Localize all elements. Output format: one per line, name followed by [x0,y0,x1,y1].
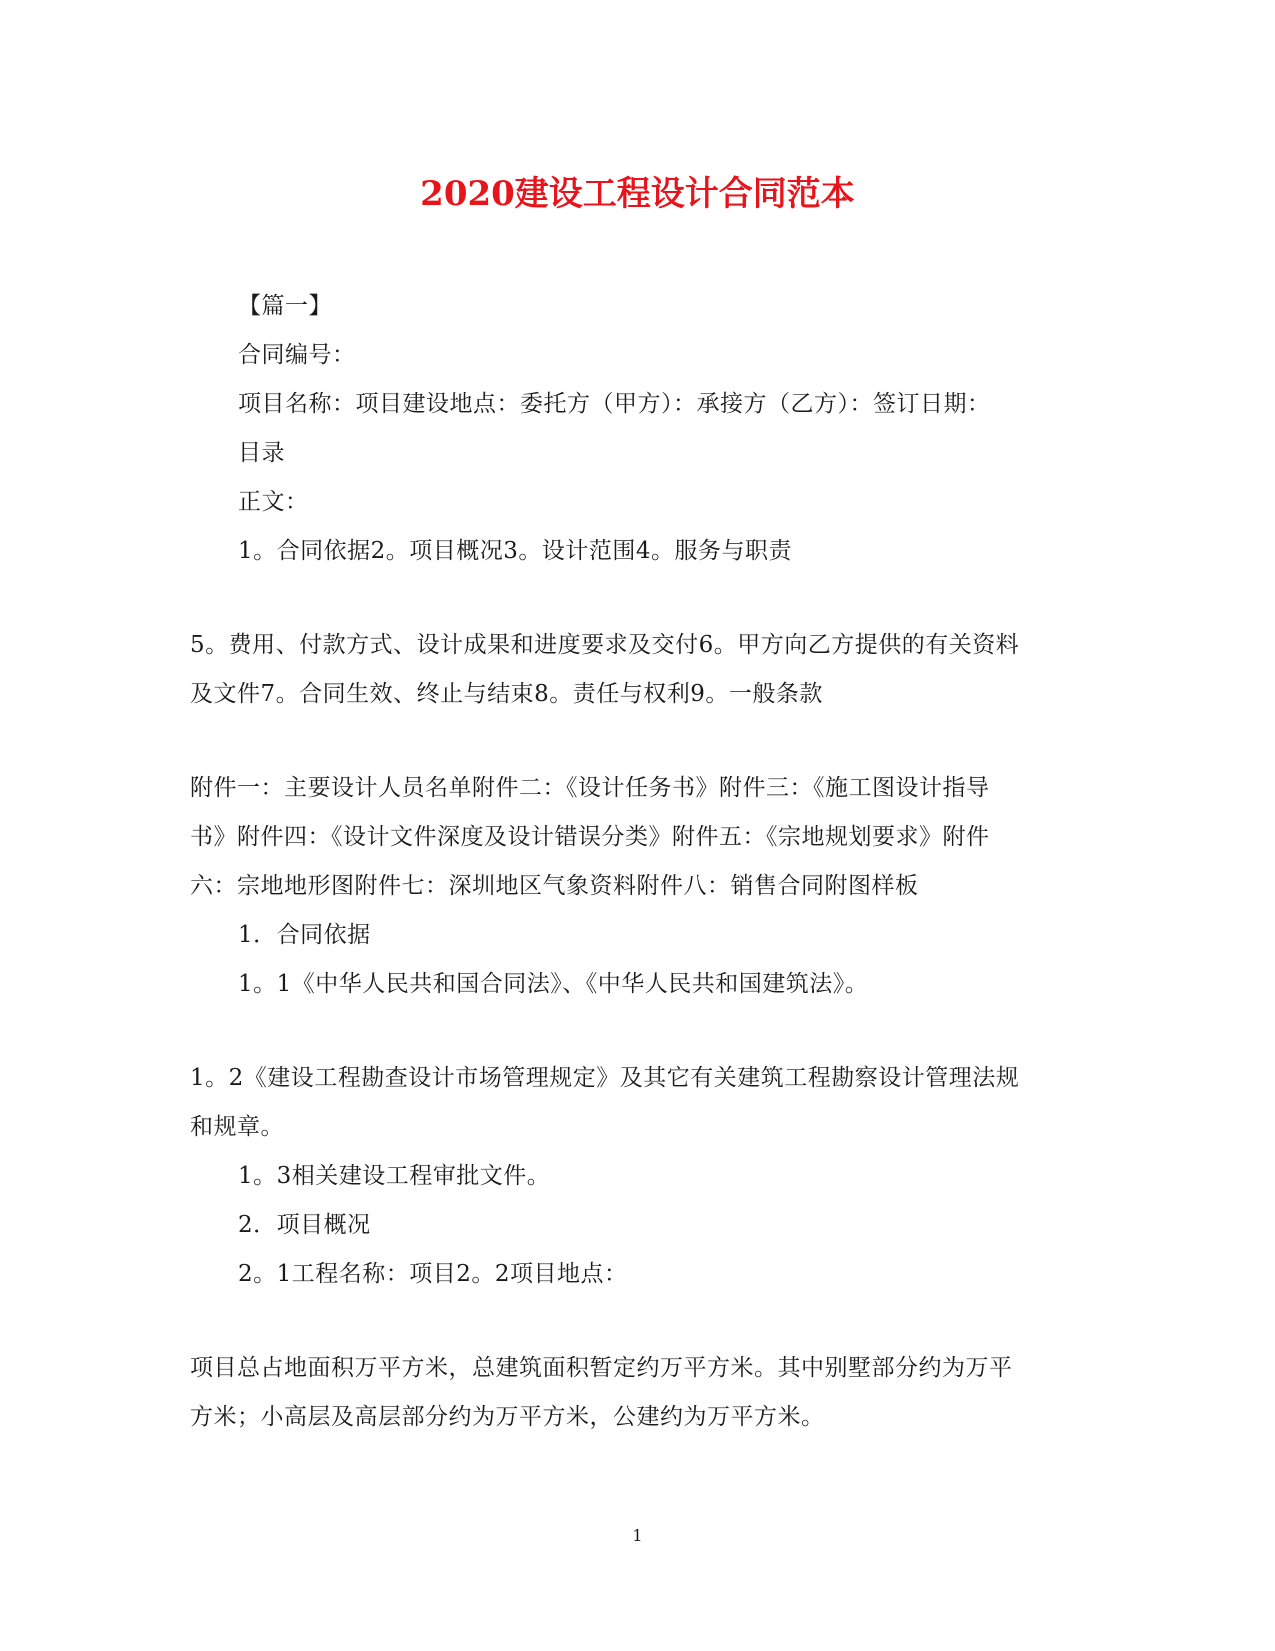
document-body [190,282,1070,1442]
page-number: 1 [632,1526,643,1545]
clause-line: 和规章。 [190,1114,284,1140]
project-info-line: 项目名称：项目建设地点：委托方（甲方）：承接方（乙方）：签订日期： [238,391,991,417]
section-heading: 【篇一】 [238,293,332,319]
body-heading: 正文： [238,489,309,515]
toc-heading: 目录 [238,440,285,466]
contract-number-line: 合同编号： [238,342,356,368]
clause-heading: 2．项目概况 [238,1212,371,1238]
clause-line: 1。3相关建设工程审批文件。 [238,1163,551,1189]
clause-line: 1。2《建设工程勘查设计市场管理规定》及其它有关建筑工程勘察设计管理法规 [190,1065,1020,1091]
clause-heading: 1．合同依据 [238,922,371,948]
clause-line: 1。1《中华人民共和国合同法》、《中华人民共和国建筑法》。 [238,971,869,997]
clause-line: 方米；小高层及高层部分约为万平方米，公建约为万平方米。 [190,1404,825,1430]
appendix-line: 书》附件四：《设计文件深度及设计错误分类》附件五：《宗地规划要求》附件 [190,824,990,850]
toc-line: 及文件7。合同生效、终止与结束8。责任与权利9。一般条款 [190,681,823,707]
clause-line: 项目总占地面积万平方米，总建筑面积暂定约万平方米。其中别墅部分约为万平 [190,1355,1013,1381]
toc-line: 5。费用、付款方式、设计成果和进度要求及交付6。甲方向乙方提供的有关资料 [190,632,1020,658]
toc-line: 1。合同依据2。项目概况3。设计范围4。服务与职责 [238,538,793,564]
appendix-line: 六：宗地地形图附件七：深圳地区气象资料附件八：销售合同附图样板 [190,873,919,899]
document-title: 2020建设工程设计合同范本 [420,174,855,214]
appendix-line: 附件一：主要设计人员名单附件二：《设计任务书》附件三：《施工图设计指导 [190,775,990,801]
clause-line: 2。1工程名称：项目2。2项目地点： [238,1261,628,1287]
